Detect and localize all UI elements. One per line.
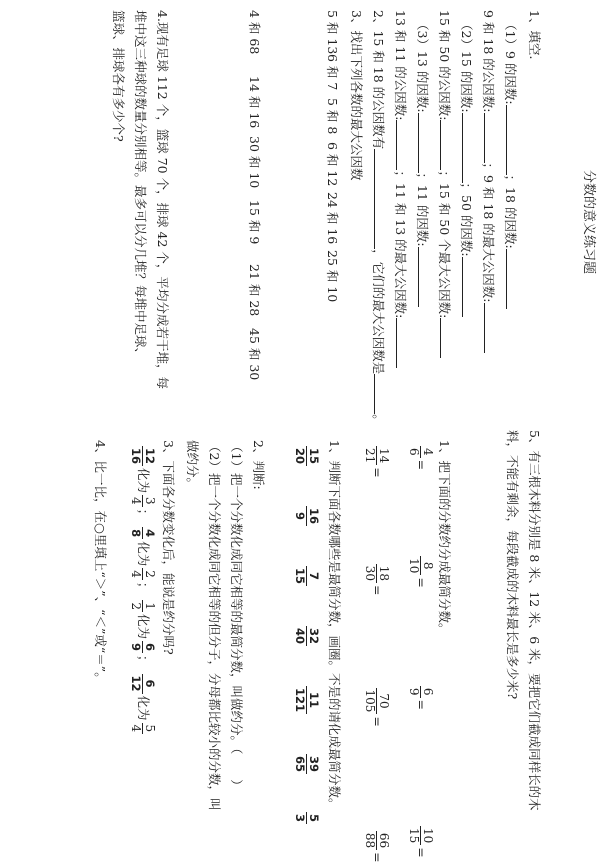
r1-heading: 1、把下面的分数约分成最简分数。 — [437, 440, 452, 636]
r3-heading: 2、判断: — [251, 440, 266, 490]
q4-line-3: 篮球、排球各有多少个? — [111, 10, 126, 142]
q1-heading: 1、填空. — [527, 10, 542, 60]
q1-line-2: 9 和 18 的公因数:；9 和 18 的最大公因数: — [480, 10, 496, 353]
r3-statement-2: （2）把一个分数化成同它相等的但分子，分母都比较小的分数，叫 — [207, 440, 222, 811]
q5-line-2: 料，不能有剩余，每段截成的木料最长是多少米? — [505, 430, 520, 700]
worksheet-title: 分数的意义练习题 — [581, 170, 596, 275]
q1-line-6: 13 和 11 的公因数:；11 和 13 的最大公因数: — [392, 10, 408, 368]
q3-row-2: 4 和 6814 和 1630 和 1015 和 921 和 2845 和 30 — [247, 10, 262, 381]
r1-row-1: 4 6 = 8 10 = 6 9 = 10 15 = — [407, 448, 435, 858]
q4-line-2: 堆中这三种球的数量分别相等。最多可以分几堆？每堆中足球、 — [133, 10, 148, 361]
r1-row-2: 14 21 = 18 30 = 70 105 = 66 88 = — [363, 448, 391, 863]
r3-statement-2b: 做约分。 — [185, 440, 200, 491]
q1-line-5: （3）13 的因数:；11 的因数: — [414, 18, 430, 307]
q3-heading: 3、找出下列各数的最大公因数 — [349, 10, 364, 181]
r3-statement-1: （1）把一个分数化成同它相等的最简分数，叫做约分。（ ） — [229, 440, 244, 792]
q1-line-3: （2）15 的因数:；50 的因数: — [458, 18, 474, 317]
q3-row-1: 5 和 136 和 75 和 86 和 1224 和 1625 和 10 — [325, 10, 340, 303]
r2-heading: 1、判断下面各数哪些是最简分数，画圈。不是的请化成最简分数。 — [327, 440, 342, 811]
q5-line-1: 5、有三根木料分别是 8 米、12 米、6 米，要把它们截成同样长的木 — [527, 430, 542, 811]
r2-row: 15 20 16 9 7 15 32 40 11 121 39 65 5 3 — [293, 448, 321, 823]
q2-line: 2、15 和 18 的公因数有，它们的最大公因数是。 — [371, 10, 386, 427]
r5-compare-heading: 4、比一比，在○里填上“＞”、“＜”或“＝”。 — [93, 440, 108, 685]
r4-heading: 3、下面各分数变化后，能说是约分吗? — [161, 440, 176, 655]
q1-line-4: 15 和 50 的公因数:；15 和 50 个最大公因数: — [436, 10, 452, 358]
q1-line-1: （1）9 的因数:；18 的因数: — [502, 18, 518, 309]
q4-line-1: 4.现有足球 112 个，篮球 70 个，排球 42 个，平均分成若干堆，每 — [155, 10, 170, 389]
r4-row: 12 16 化为 3 4 ； 4 8 化为 2 4 ； 1 2 化为 6 9 ； 6 12 化为 5 4 — [129, 448, 157, 733]
